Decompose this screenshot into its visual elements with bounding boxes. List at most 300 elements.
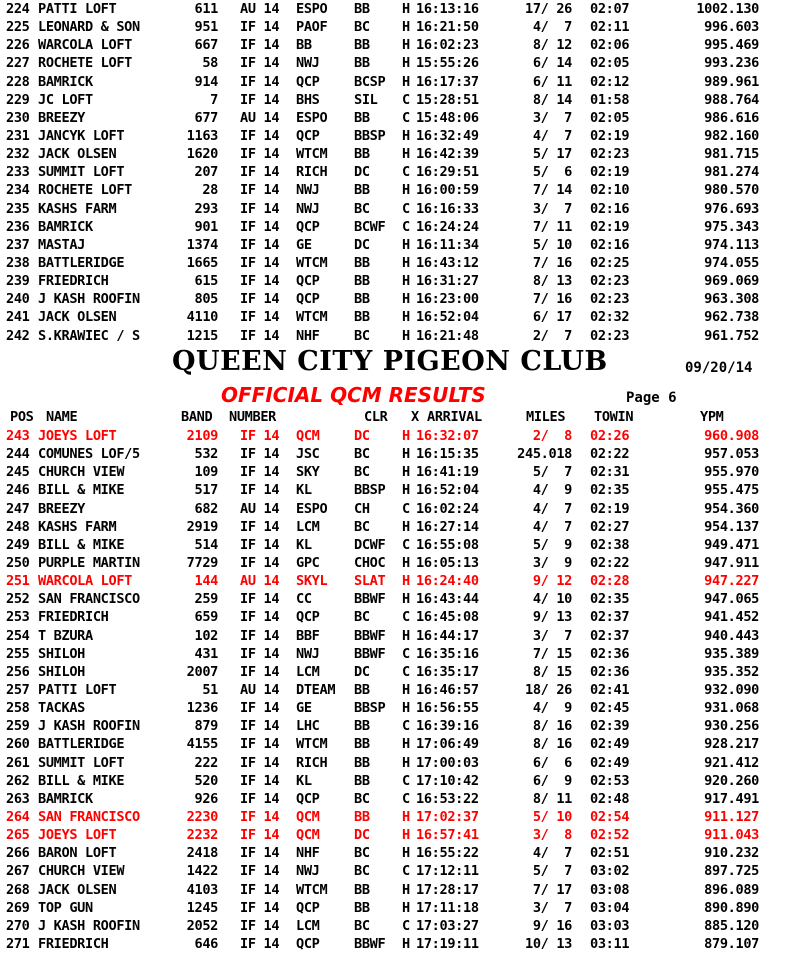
- cell-club: WTCM: [296, 736, 328, 753]
- cell-num: 7: [210, 91, 218, 108]
- cell-x: C: [402, 164, 410, 181]
- cell-clr: BBSP: [354, 700, 386, 717]
- cell-arrival: 16:55:22: [416, 845, 479, 862]
- cell-pos2: 2/ 8: [532, 428, 572, 444]
- cell-name: PATTI LOFT: [38, 681, 117, 698]
- cell-yr: AU 14: [240, 109, 280, 126]
- cell-club: NHF: [296, 327, 320, 344]
- cell-x: C: [402, 91, 410, 108]
- cell-num: 259: [194, 591, 218, 608]
- cell-pos: 268: [6, 881, 30, 898]
- cell-yr: IF 14: [240, 899, 280, 916]
- cell-club: QCM: [296, 808, 320, 825]
- cell-pos: 233: [6, 164, 30, 181]
- cell-arrival: 16:24:24: [416, 218, 479, 235]
- cell-ypm: 911.043: [704, 827, 759, 844]
- cell-clr: CHOC: [354, 554, 386, 571]
- cell-pos2: 5/ 9: [532, 536, 572, 553]
- cell-name: ROCHETE LOFT: [38, 182, 133, 199]
- cell-club: QCP: [296, 935, 320, 952]
- cell-yr: IF 14: [240, 736, 280, 753]
- cell-clr: BBWF: [354, 645, 386, 662]
- col-number: NUMBER: [229, 409, 277, 425]
- cell-num: 109: [194, 464, 218, 481]
- cell-num: 2418: [186, 845, 218, 862]
- cell-pos2: 3/ 7: [532, 200, 572, 217]
- cell-x: H: [402, 627, 410, 644]
- cell-pos2: 6/ 9: [532, 772, 572, 789]
- cell-pos2: 6/ 6: [532, 754, 572, 771]
- cell-yr: IF 14: [240, 627, 280, 644]
- cell-club: JSC: [296, 446, 320, 463]
- col-ypm: YPM: [700, 409, 724, 425]
- cell-arrival: 16:05:13: [416, 554, 479, 571]
- cell-name: KASHS FARM: [38, 518, 117, 535]
- cell-ypm: 955.970: [704, 464, 759, 481]
- cell-towin: 02:19: [590, 218, 630, 235]
- cell-pos: 246: [6, 482, 30, 499]
- cell-arrival: 17:02:37: [416, 808, 479, 825]
- cell-club: RICH: [296, 164, 328, 181]
- cell-pos: 252: [6, 591, 30, 608]
- cell-pos2: 3/ 9: [532, 554, 572, 571]
- cell-towin: 02:19: [590, 500, 630, 517]
- cell-pos: 270: [6, 917, 30, 934]
- cell-arrival: 16:39:16: [416, 718, 479, 735]
- cell-arrival: 17:28:17: [416, 881, 479, 898]
- cell-name: PATTI LOFT: [38, 1, 117, 17]
- cell-x: H: [402, 935, 410, 952]
- cell-clr: BC: [354, 863, 370, 880]
- cell-arrival: 16:16:33: [416, 200, 479, 217]
- cell-name: SHILOH: [38, 645, 86, 662]
- cell-num: 2109: [186, 428, 218, 444]
- cell-pos: 239: [6, 273, 30, 290]
- cell-name: TOP GUN: [38, 899, 93, 916]
- cell-yr: IF 14: [240, 37, 280, 54]
- cell-arrival: 16:29:51: [416, 164, 479, 181]
- cell-num: 2232: [186, 827, 218, 844]
- cell-club: WTCM: [296, 146, 328, 163]
- cell-pos: 238: [6, 254, 30, 271]
- col-x: X: [411, 409, 419, 425]
- cell-clr: BB: [354, 291, 370, 308]
- cell-club: QCP: [296, 218, 320, 235]
- cell-x: H: [402, 518, 410, 535]
- cell-towin: 02:27: [590, 518, 630, 535]
- cell-name: BATTLERIDGE: [38, 736, 125, 753]
- cell-ypm: 879.107: [704, 935, 759, 952]
- col-clr: CLR: [364, 409, 388, 425]
- cell-club: KL: [296, 536, 312, 553]
- cell-yr: IF 14: [240, 827, 280, 844]
- cell-towin: 02:23: [590, 273, 630, 290]
- cell-arrival: 16:55:08: [416, 536, 479, 553]
- cell-x: H: [402, 37, 410, 54]
- cell-ypm: 961.752: [704, 327, 759, 344]
- cell-ypm: 981.274: [704, 164, 759, 181]
- cell-x: H: [402, 146, 410, 163]
- cell-pos: 253: [6, 609, 30, 626]
- cell-x: H: [402, 554, 410, 571]
- cell-ypm: 949.471: [704, 536, 759, 553]
- cell-ypm: 976.693: [704, 200, 759, 217]
- cell-name: JOEYS LOFT: [38, 428, 117, 444]
- cell-yr: IF 14: [240, 609, 280, 626]
- cell-ypm: 911.127: [704, 808, 759, 825]
- col-pos: POS: [10, 409, 34, 425]
- cell-arrival: 17:00:03: [416, 754, 479, 771]
- cell-arrival: 16:13:16: [416, 1, 479, 17]
- cell-ypm: 896.089: [704, 881, 759, 898]
- cell-ypm: 954.360: [704, 500, 759, 517]
- cell-clr: BB: [354, 808, 370, 825]
- cell-pos2: 9/ 13: [532, 609, 572, 626]
- cell-pos2: 8/ 11: [532, 790, 572, 807]
- cell-clr: CH: [354, 500, 370, 517]
- cell-arrival: 17:12:11: [416, 863, 479, 880]
- cell-club: NWJ: [296, 55, 320, 72]
- cell-yr: IF 14: [240, 236, 280, 253]
- cell-club: SKY: [296, 464, 320, 481]
- cell-towin: 02:28: [590, 573, 630, 590]
- cell-clr: BBWF: [354, 591, 386, 608]
- cell-towin: 03:08: [590, 881, 630, 898]
- cell-x: C: [402, 790, 410, 807]
- cell-pos: 255: [6, 645, 30, 662]
- cell-pos2: 3/ 7: [532, 109, 572, 126]
- cell-num: 4155: [186, 736, 218, 753]
- cell-pos2: 3/ 7: [532, 899, 572, 916]
- cell-x: C: [402, 200, 410, 217]
- cell-x: H: [402, 236, 410, 253]
- cell-ypm: 986.616: [704, 109, 759, 126]
- cell-towin: 02:25: [590, 254, 630, 271]
- cell-num: 926: [194, 790, 218, 807]
- cell-arrival: 15:55:26: [416, 55, 479, 72]
- cell-x: H: [402, 681, 410, 698]
- cell-name: JOEYS LOFT: [38, 827, 117, 844]
- cell-towin: 02:10: [590, 182, 630, 199]
- cell-towin: 01:58: [590, 91, 630, 108]
- cell-yr: IF 14: [240, 754, 280, 771]
- cell-towin: 02:22: [590, 446, 630, 463]
- cell-club: LCM: [296, 917, 320, 934]
- cell-num: 1236: [186, 700, 218, 717]
- cell-arrival: 16:53:22: [416, 790, 479, 807]
- cell-num: 2919: [186, 518, 218, 535]
- cell-arrival: 17:19:11: [416, 935, 479, 952]
- cell-towin: 02:41: [590, 681, 630, 698]
- cell-pos2: 7/ 14: [532, 182, 572, 199]
- cell-yr: IF 14: [240, 55, 280, 72]
- cell-yr: IF 14: [240, 146, 280, 163]
- cell-arrival: 15:28:51: [416, 91, 479, 108]
- cell-num: 58: [202, 55, 218, 72]
- cell-clr: BB: [354, 772, 370, 789]
- cell-clr: BC: [354, 917, 370, 934]
- cell-towin: 02:31: [590, 464, 630, 481]
- col-miles: MILES: [526, 409, 566, 425]
- cell-x: H: [402, 754, 410, 771]
- cell-clr: BB: [354, 309, 370, 326]
- cell-pos: 224: [6, 1, 30, 17]
- cell-clr: BB: [354, 254, 370, 271]
- cell-clr: BC: [354, 845, 370, 862]
- cell-arrival: 16:52:04: [416, 482, 479, 499]
- cell-num: 4110: [186, 309, 218, 326]
- cell-num: 1245: [186, 899, 218, 916]
- cell-pos2: 5/ 6: [532, 164, 572, 181]
- cell-pos2: 5/ 17: [532, 146, 572, 163]
- col-name: NAME: [46, 409, 78, 425]
- cell-num: 520: [194, 772, 218, 789]
- cell-pos2: 8/ 15: [532, 663, 572, 680]
- cell-clr: BB: [354, 754, 370, 771]
- cell-name: SUMMIT LOFT: [38, 164, 125, 181]
- cell-towin: 02:16: [590, 200, 630, 217]
- cell-x: H: [402, 254, 410, 271]
- cell-club: BHS: [296, 91, 320, 108]
- cell-name: SUMMIT LOFT: [38, 754, 125, 771]
- cell-pos2: 245.018: [517, 446, 572, 463]
- cell-towin: 03:02: [590, 863, 630, 880]
- cell-x: H: [402, 881, 410, 898]
- cell-pos2: 8/ 16: [532, 718, 572, 735]
- cell-x: H: [402, 127, 410, 144]
- cell-clr: BC: [354, 327, 370, 344]
- cell-arrival: 15:48:06: [416, 109, 479, 126]
- cell-yr: IF 14: [240, 164, 280, 181]
- cell-name: BREEZY: [38, 109, 86, 126]
- cell-towin: 02:36: [590, 663, 630, 680]
- cell-x: H: [402, 55, 410, 72]
- cell-clr: DC: [354, 827, 370, 844]
- cell-yr: IF 14: [240, 591, 280, 608]
- cell-name: J KASH ROOFIN: [38, 291, 140, 308]
- cell-clr: BC: [354, 200, 370, 217]
- cell-arrival: 16:35:17: [416, 663, 479, 680]
- cell-pos2: 7/ 11: [532, 218, 572, 235]
- cell-ypm: 954.137: [704, 518, 759, 535]
- club-title: QUEEN CITY PIGEON CLUB: [172, 346, 608, 377]
- cell-pos: 236: [6, 218, 30, 235]
- cell-yr: IF 14: [240, 73, 280, 90]
- cell-name: T BZURA: [38, 627, 93, 644]
- cell-x: C: [402, 109, 410, 126]
- cell-pos: 250: [6, 554, 30, 571]
- cell-name: JANCYK LOFT: [38, 127, 125, 144]
- cell-name: CHURCH VIEW: [38, 863, 125, 880]
- cell-towin: 02:16: [590, 236, 630, 253]
- cell-ypm: 928.217: [704, 736, 759, 753]
- cell-pos2: 9/ 12: [532, 573, 572, 590]
- cell-num: 2007: [186, 663, 218, 680]
- cell-ypm: 890.890: [704, 899, 759, 916]
- cell-yr: IF 14: [240, 536, 280, 553]
- cell-x: C: [402, 609, 410, 626]
- cell-yr: IF 14: [240, 309, 280, 326]
- cell-arrival: 16:32:07: [416, 428, 479, 444]
- cell-club: QCP: [296, 273, 320, 290]
- cell-pos2: 2/ 7: [532, 327, 572, 344]
- cell-pos: 265: [6, 827, 30, 844]
- cell-num: 102: [194, 627, 218, 644]
- cell-x: H: [402, 700, 410, 717]
- cell-club: NHF: [296, 845, 320, 862]
- cell-pos: 248: [6, 518, 30, 535]
- cell-pos: 267: [6, 863, 30, 880]
- cell-num: 682: [194, 500, 218, 517]
- cell-pos2: 17/ 26: [524, 1, 572, 17]
- cell-arrival: 16:35:16: [416, 645, 479, 662]
- cell-ypm: 947.911: [704, 554, 759, 571]
- cell-pos2: 8/ 14: [532, 91, 572, 108]
- cell-ypm: 960.908: [704, 428, 759, 444]
- cell-pos: 234: [6, 182, 30, 199]
- cell-clr: BC: [354, 464, 370, 481]
- cell-pos: 237: [6, 236, 30, 253]
- cell-pos: 232: [6, 146, 30, 163]
- cell-name: JACK OLSEN: [38, 146, 117, 163]
- cell-name: BARON LOFT: [38, 845, 117, 862]
- cell-yr: IF 14: [240, 881, 280, 898]
- cell-ypm: 947.227: [704, 573, 759, 590]
- cell-ypm: 941.452: [704, 609, 759, 626]
- cell-pos: 229: [6, 91, 30, 108]
- cell-club: ESPO: [296, 500, 328, 517]
- cell-yr: IF 14: [240, 19, 280, 36]
- cell-club: LCM: [296, 663, 320, 680]
- cell-yr: IF 14: [240, 645, 280, 662]
- cell-num: 1163: [186, 127, 218, 144]
- cell-clr: BCSP: [354, 73, 386, 90]
- cell-clr: SIL: [354, 91, 378, 108]
- cell-pos2: 5/ 7: [532, 863, 572, 880]
- cell-x: H: [402, 273, 410, 290]
- cell-yr: IF 14: [240, 845, 280, 862]
- cell-ypm: 897.725: [704, 863, 759, 880]
- cell-club: QCP: [296, 127, 320, 144]
- cell-clr: SLAT: [354, 573, 386, 590]
- cell-arrival: 17:11:18: [416, 899, 479, 916]
- cell-num: 207: [194, 164, 218, 181]
- cell-towin: 02:37: [590, 627, 630, 644]
- cell-clr: BC: [354, 790, 370, 807]
- cell-clr: BB: [354, 1, 370, 17]
- cell-ypm: 981.715: [704, 146, 759, 163]
- cell-pos2: 8/ 16: [532, 736, 572, 753]
- cell-pos: 269: [6, 899, 30, 916]
- cell-ypm: 969.069: [704, 273, 759, 290]
- cell-pos: 251: [6, 573, 30, 590]
- cell-pos2: 3/ 7: [532, 627, 572, 644]
- cell-pos2: 4/ 10: [532, 591, 572, 608]
- cell-yr: IF 14: [240, 808, 280, 825]
- cell-towin: 02:49: [590, 754, 630, 771]
- cell-yr: IF 14: [240, 554, 280, 571]
- cell-name: FRIEDRICH: [38, 935, 109, 952]
- cell-yr: IF 14: [240, 790, 280, 807]
- cell-name: COMUNES LOF/5: [38, 446, 140, 463]
- cell-pos: 242: [6, 327, 30, 344]
- cell-arrival: 16:43:44: [416, 591, 479, 608]
- cell-clr: DCWF: [354, 536, 386, 553]
- cell-clr: BB: [354, 881, 370, 898]
- cell-name: SAN FRANCISCO: [38, 591, 140, 608]
- cell-name: BAMRICK: [38, 790, 93, 807]
- cell-club: KL: [296, 772, 312, 789]
- cell-num: 879: [194, 718, 218, 735]
- cell-x: H: [402, 309, 410, 326]
- cell-clr: BB: [354, 273, 370, 290]
- cell-towin: 02:35: [590, 591, 630, 608]
- cell-towin: 02:05: [590, 109, 630, 126]
- cell-pos: 230: [6, 109, 30, 126]
- cell-towin: 02:52: [590, 827, 630, 844]
- cell-yr: IF 14: [240, 464, 280, 481]
- cell-towin: 02:53: [590, 772, 630, 789]
- cell-pos: 240: [6, 291, 30, 308]
- cell-yr: AU 14: [240, 681, 280, 698]
- cell-pos: 260: [6, 736, 30, 753]
- cell-x: H: [402, 899, 410, 916]
- cell-arrival: 16:32:49: [416, 127, 479, 144]
- cell-arrival: 17:06:49: [416, 736, 479, 753]
- cell-arrival: 16:00:59: [416, 182, 479, 199]
- cell-num: 951: [194, 19, 218, 36]
- cell-club: NWJ: [296, 182, 320, 199]
- cell-pos: 225: [6, 19, 30, 36]
- cell-yr: IF 14: [240, 663, 280, 680]
- cell-club: GE: [296, 236, 312, 253]
- cell-towin: 02:36: [590, 645, 630, 662]
- cell-pos: 254: [6, 627, 30, 644]
- cell-name: JC LOFT: [38, 91, 93, 108]
- cell-towin: 02:32: [590, 309, 630, 326]
- cell-pos2: 3/ 8: [532, 827, 572, 844]
- cell-clr: BBWF: [354, 935, 386, 952]
- cell-club: QCP: [296, 790, 320, 807]
- cell-name: MASTAJ: [38, 236, 86, 253]
- cell-arrival: 16:45:08: [416, 609, 479, 626]
- cell-name: BILL & MIKE: [38, 536, 125, 553]
- cell-x: C: [402, 663, 410, 680]
- cell-x: H: [402, 827, 410, 844]
- cell-pos: 227: [6, 55, 30, 72]
- report-subtitle: OFFICIAL QCM RESULTS: [221, 383, 486, 407]
- cell-club: DTEAM: [296, 681, 336, 698]
- cell-num: 667: [194, 37, 218, 54]
- cell-num: 1422: [186, 863, 218, 880]
- cell-clr: BB: [354, 146, 370, 163]
- cell-name: WARCOLA LOFT: [38, 573, 133, 590]
- cell-clr: BB: [354, 37, 370, 54]
- cell-club: LHC: [296, 718, 320, 735]
- cell-x: C: [402, 218, 410, 235]
- cell-pos2: 6/ 11: [532, 73, 572, 90]
- cell-pos: 258: [6, 700, 30, 717]
- cell-pos: 264: [6, 808, 30, 825]
- cell-towin: 02:51: [590, 845, 630, 862]
- cell-name: WARCOLA LOFT: [38, 37, 133, 54]
- cell-ypm: 931.068: [704, 700, 759, 717]
- cell-ypm: 932.090: [704, 681, 759, 698]
- cell-towin: 02:19: [590, 164, 630, 181]
- cell-arrival: 16:44:17: [416, 627, 479, 644]
- cell-clr: BB: [354, 736, 370, 753]
- cell-clr: DC: [354, 428, 370, 444]
